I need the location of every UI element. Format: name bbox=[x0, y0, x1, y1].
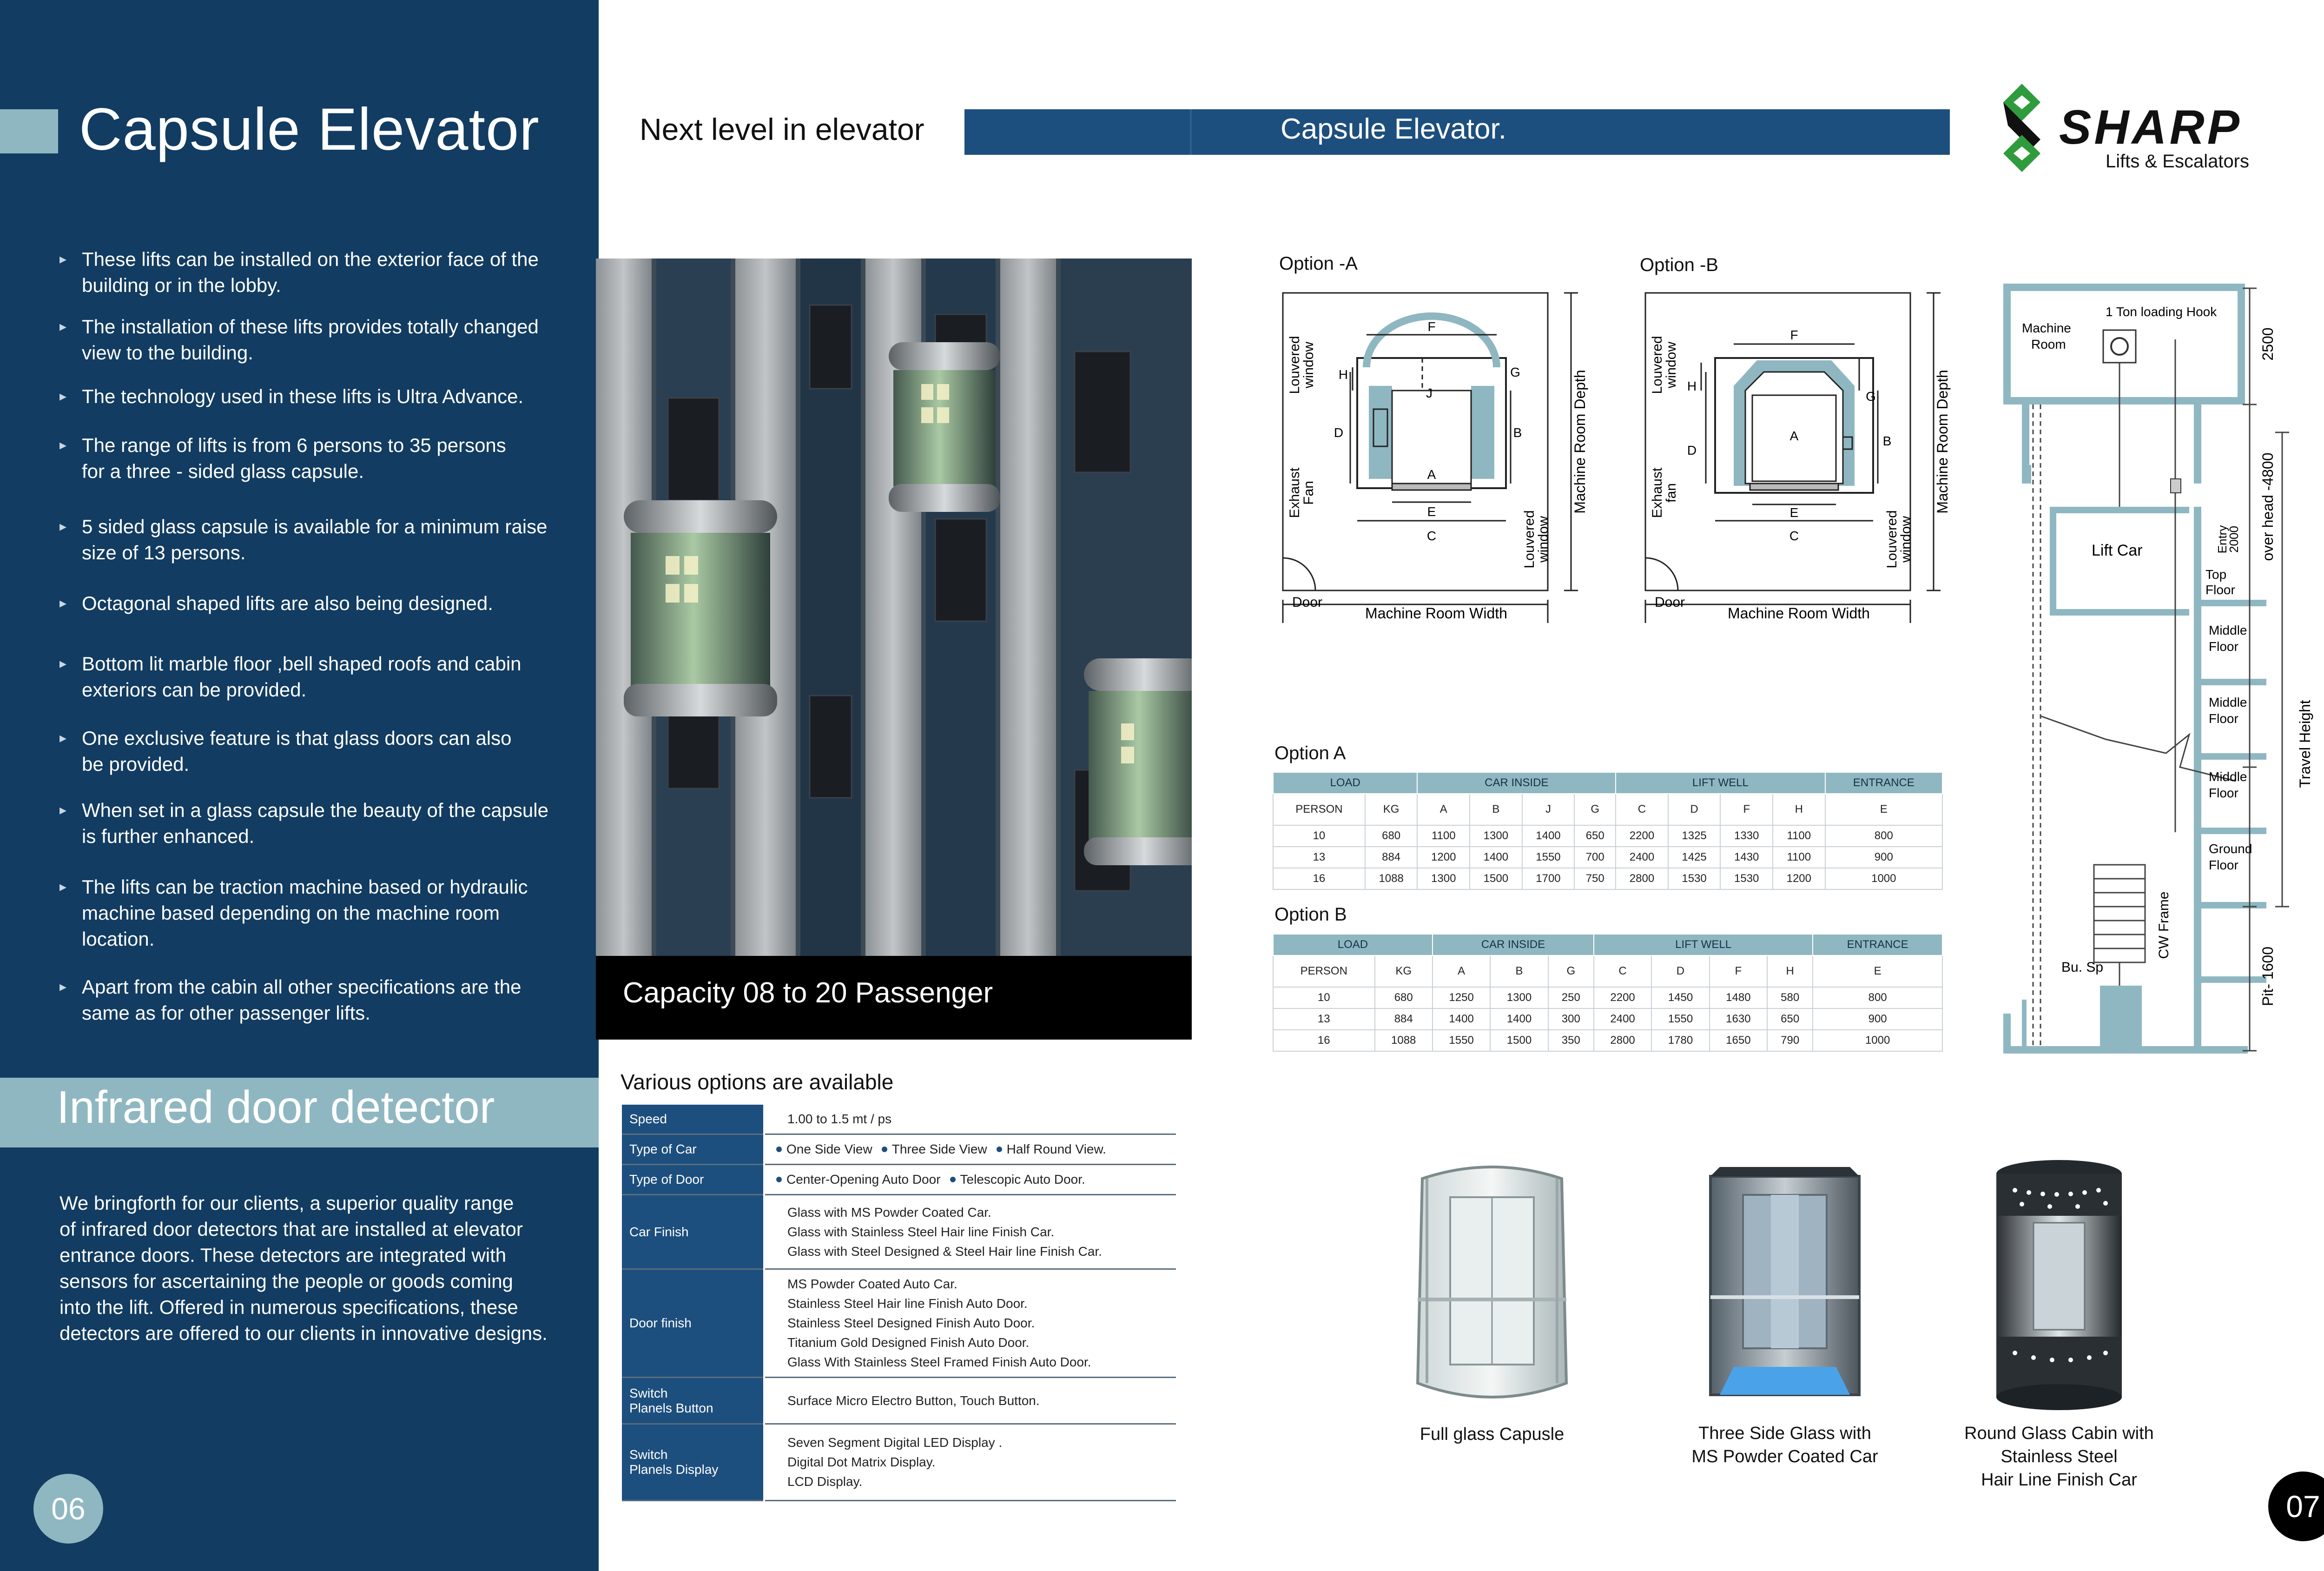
spec-cell: 1530 bbox=[1720, 868, 1773, 889]
logo-mark-icon bbox=[1994, 81, 2054, 174]
spec-cell: 800 bbox=[1825, 825, 1942, 847]
spec-group-header: CAR INSIDE bbox=[1417, 772, 1616, 794]
floor-label: Floor bbox=[2209, 639, 2238, 654]
spec-cell: 800 bbox=[1813, 987, 1942, 1008]
lift-car-label: Lift Car bbox=[2092, 542, 2143, 559]
door-label-b: Door bbox=[1655, 595, 1685, 610]
bullet-dot-icon bbox=[776, 1177, 782, 1182]
dim-letter: F bbox=[1790, 328, 1798, 342]
machine-room-label: Machine bbox=[2022, 321, 2071, 335]
spec-cell: 1450 bbox=[1651, 987, 1709, 1008]
header-bar-divider bbox=[1190, 109, 1192, 155]
dim-letter: D bbox=[1687, 443, 1697, 457]
bullet-arrow-icon: ▸ bbox=[59, 596, 67, 611]
spec-cell: 1250 bbox=[1433, 987, 1490, 1008]
spec-cell: 1550 bbox=[1651, 1008, 1709, 1030]
dim-2500: 2500 bbox=[2259, 327, 2276, 361]
dim-letter: E bbox=[1789, 505, 1799, 520]
spec-cell: 650 bbox=[1574, 825, 1616, 847]
dim-letter: H bbox=[1338, 367, 1348, 382]
spec-cell: 1200 bbox=[1417, 847, 1470, 868]
option-value: Seven Segment Digital LED Display . Digital Dot Matrix Display. LCD Display. bbox=[764, 1424, 1176, 1501]
floor-label: Middle bbox=[2209, 695, 2247, 709]
spec-column-header: E bbox=[1825, 794, 1942, 825]
spec-cell: 1100 bbox=[1773, 825, 1825, 847]
photo-caption: Capacity 08 to 20 Passenger bbox=[623, 977, 993, 1009]
cw-frame-label: CW Frame bbox=[2156, 891, 2172, 959]
spec-row bbox=[1273, 825, 1942, 847]
bullet-arrow-icon: ▸ bbox=[59, 437, 67, 453]
spec-cell: 1425 bbox=[1668, 847, 1721, 868]
feature-bullet-line: Octagonal shaped lifts are also being designed. bbox=[82, 592, 493, 614]
spec-column-header: D bbox=[1668, 794, 1721, 825]
floor-label: Floor bbox=[2209, 858, 2238, 872]
spec-cell: 1330 bbox=[1720, 825, 1773, 847]
spec-column-header: A bbox=[1433, 955, 1490, 987]
bullet-dot-icon bbox=[997, 1147, 1002, 1152]
spec-cell: 1500 bbox=[1470, 868, 1522, 889]
option-label: Speed bbox=[622, 1105, 764, 1134]
spec-column-header: H bbox=[1773, 794, 1825, 825]
spec-column-header: C bbox=[1594, 955, 1651, 987]
feature-bullet bbox=[59, 590, 571, 616]
title-accent-block bbox=[0, 109, 58, 153]
feature-bullet-line: When set in a glass capsule the beauty of the capsule bbox=[82, 799, 548, 821]
option-value: 1.00 to 1.5 mt / ps bbox=[764, 1105, 1176, 1134]
spec-cell: 1325 bbox=[1668, 825, 1721, 847]
spec-column-header: B bbox=[1470, 794, 1522, 825]
spec-cell: 1530 bbox=[1668, 868, 1721, 889]
dim-letter: A bbox=[1427, 467, 1436, 482]
louvered-label-b: Louvered bbox=[1650, 336, 1665, 394]
full-glass-capsule-image bbox=[1399, 1160, 1585, 1411]
machine-room-width-b: Machine Room Width bbox=[1728, 605, 1870, 622]
option-a-diagram-label: Option -A bbox=[1279, 253, 1358, 274]
spec-column-header: A bbox=[1417, 794, 1470, 825]
spec-cell: 2800 bbox=[1594, 1030, 1651, 1051]
spec-cell: 1500 bbox=[1490, 1030, 1548, 1051]
feature-bullet bbox=[59, 432, 571, 484]
spec-cell: 10 bbox=[1273, 825, 1365, 847]
option-label: Type of Door bbox=[622, 1165, 764, 1195]
louvered-label-a2: Louvered bbox=[1522, 510, 1537, 569]
infrared-line: We bringforth for our clients, a superior quality range bbox=[59, 1192, 514, 1214]
door-label-a: Door bbox=[1292, 595, 1323, 610]
feature-bullet-line: size of 13 persons. bbox=[82, 542, 246, 563]
machine-room-label: Room bbox=[2031, 337, 2066, 351]
bullet-dot-icon bbox=[882, 1147, 887, 1152]
feature-bullet-line: exteriors can be provided. bbox=[82, 679, 307, 701]
capsule-elevator-photo bbox=[596, 259, 1192, 956]
tagline: Next level in elevator bbox=[640, 112, 924, 146]
feature-bullet-line: same as for other passenger lifts. bbox=[82, 1002, 370, 1024]
feature-bullet bbox=[59, 725, 571, 777]
feature-bullet-line: building or in the lobby. bbox=[82, 274, 281, 296]
spec-column-header: KG bbox=[1365, 794, 1418, 825]
entry-label: 2000 bbox=[2227, 526, 2241, 553]
header-title: Capsule Elevator. bbox=[1281, 113, 1506, 145]
feature-bullet-line: is further enhanced. bbox=[82, 825, 255, 847]
options-table bbox=[622, 1105, 1176, 1501]
cabin-caption-round-glass: Round Glass Cabin with Stainless Steel Hair Line Finish Car bbox=[1964, 1424, 2154, 1490]
spec-column-header: G bbox=[1548, 955, 1594, 987]
option-a-layout-diagram bbox=[1274, 279, 1599, 628]
page-title: Capsule Elevator bbox=[79, 96, 540, 163]
option-b-diagram-label: Option -B bbox=[1640, 255, 1718, 275]
spec-cell: 2800 bbox=[1616, 868, 1668, 889]
spec-cell: 650 bbox=[1767, 1008, 1813, 1030]
spec-cell: 790 bbox=[1767, 1030, 1813, 1051]
spec-cell: 1088 bbox=[1375, 1030, 1433, 1051]
window-label-b2: window bbox=[1898, 516, 1914, 563]
bullet-dot-icon bbox=[776, 1147, 782, 1152]
spec-cell: 1100 bbox=[1417, 825, 1470, 847]
spec-cell: 1550 bbox=[1522, 847, 1575, 868]
feature-bullet-line: view to the building. bbox=[82, 342, 253, 364]
floor-label: Floor bbox=[2209, 711, 2238, 726]
option-row bbox=[622, 1105, 1176, 1134]
option-value: Glass with MS Powder Coated Car. Glass with Stainless Steel Hair line Finish Car. Glass with Steel Designed & Steel Hair line Finish Car. bbox=[764, 1195, 1176, 1269]
option-label: Switch Planels Button bbox=[622, 1378, 764, 1424]
floor-label: Floor bbox=[2209, 786, 2238, 800]
spec-column-header: F bbox=[1720, 794, 1773, 825]
spec-cell: 1000 bbox=[1825, 868, 1942, 889]
feature-bullet-line: location. bbox=[82, 928, 155, 950]
feature-bullet-line: Apart from the cabin all other specifications are the bbox=[82, 976, 522, 998]
spec-cell: 1780 bbox=[1651, 1030, 1709, 1051]
spec-cell: 1088 bbox=[1365, 868, 1418, 889]
bullet-arrow-icon: ▸ bbox=[59, 389, 67, 404]
spec-cell: 884 bbox=[1365, 847, 1418, 868]
spec-cell: 1550 bbox=[1433, 1030, 1490, 1051]
bullet-arrow-icon: ▸ bbox=[59, 879, 67, 895]
hook-icon bbox=[2171, 479, 2181, 493]
option-row bbox=[622, 1378, 1176, 1424]
spec-cell: 1400 bbox=[1490, 1008, 1548, 1030]
spec-cell: 300 bbox=[1548, 1008, 1594, 1030]
spec-column-header: J bbox=[1522, 794, 1575, 825]
spec-cell: 16 bbox=[1273, 1030, 1375, 1051]
dim-letter: A bbox=[1789, 429, 1799, 443]
spec-cell: 900 bbox=[1813, 1008, 1942, 1030]
bullet-arrow-icon: ▸ bbox=[59, 730, 67, 746]
infrared-line: detectors are offered to our clients in innovative designs. bbox=[59, 1322, 548, 1344]
spec-cell: 1480 bbox=[1710, 987, 1767, 1008]
spec-a-title: Option A bbox=[1274, 743, 1346, 763]
dim-letter: B bbox=[1882, 434, 1892, 448]
feature-bullet bbox=[59, 314, 571, 366]
exhaust-label-a: Exhaust bbox=[1287, 467, 1302, 518]
spec-row bbox=[1273, 1030, 1942, 1051]
spec-group-header: ENTRANCE bbox=[1813, 934, 1942, 955]
feature-bullet-line: One exclusive feature is that glass doors can also bbox=[82, 727, 512, 749]
feature-bullet bbox=[59, 797, 571, 849]
spec-cell: 680 bbox=[1365, 825, 1418, 847]
dim-letter: E bbox=[1427, 504, 1436, 519]
spec-cell: 1630 bbox=[1710, 1008, 1767, 1030]
dim-letter: G bbox=[1510, 365, 1520, 379]
floor-label: Top bbox=[2205, 567, 2227, 582]
option-row bbox=[622, 1424, 1176, 1501]
fan-label-b: fan bbox=[1664, 483, 1679, 503]
option-label: Type of Car bbox=[622, 1134, 764, 1165]
bullet-dot-icon bbox=[950, 1177, 956, 1182]
spec-cell: 1400 bbox=[1522, 825, 1575, 847]
spec-cell: 680 bbox=[1375, 987, 1433, 1008]
louvered-label-a: Louvered bbox=[1287, 336, 1302, 394]
spec-cell: 900 bbox=[1825, 847, 1942, 868]
machine-icon bbox=[2103, 330, 2136, 363]
option-row bbox=[622, 1134, 1176, 1165]
feature-bullet-line: be provided. bbox=[82, 753, 190, 775]
infrared-line: of infrared door detectors that are installed at elevator bbox=[59, 1218, 523, 1240]
spec-row bbox=[1273, 868, 1942, 889]
floor-label: Middle bbox=[2209, 769, 2247, 784]
option-label: Car Finish bbox=[622, 1195, 764, 1269]
spec-column-header: G bbox=[1574, 794, 1616, 825]
spec-cell: 580 bbox=[1767, 987, 1813, 1008]
dim-letter: F bbox=[1427, 319, 1436, 334]
floor-label: Floor bbox=[2205, 583, 2235, 597]
spec-column-header: B bbox=[1490, 955, 1548, 987]
spec-column-header: F bbox=[1710, 955, 1767, 987]
elevator-section-diagram bbox=[1994, 274, 2324, 1079]
spec-cell: 750 bbox=[1574, 868, 1616, 889]
page-number-right: 07 bbox=[2268, 1472, 2324, 1541]
feature-bullet-line: The range of lifts is from 6 persons to 35 persons bbox=[82, 434, 506, 456]
elevator-shaft-illustration bbox=[596, 259, 1192, 956]
machine-room-depth-a: Machine Room Depth bbox=[1571, 370, 1588, 514]
window-label-a2: window bbox=[1536, 516, 1551, 563]
pit-label: Pit- 1600 bbox=[2259, 946, 2276, 1007]
spec-group-header: LOAD bbox=[1273, 934, 1433, 955]
spec-cell: 1000 bbox=[1813, 1030, 1942, 1051]
dim-letter: G bbox=[1866, 389, 1876, 404]
spec-cell: 350 bbox=[1548, 1030, 1594, 1051]
exhaust-label-b: Exhaust bbox=[1650, 467, 1665, 518]
entry-label: Entry bbox=[2215, 525, 2229, 554]
infrared-line: sensors for ascertaining the people or goods coming bbox=[59, 1270, 513, 1292]
spec-cell: 1400 bbox=[1433, 1008, 1490, 1030]
spec-column-header: C bbox=[1616, 794, 1668, 825]
feature-bullet-line: These lifts can be installed on the exterior face of the bbox=[82, 248, 539, 270]
spec-cell: 1700 bbox=[1522, 868, 1575, 889]
machine-room-depth-b: Machine Room Depth bbox=[1934, 370, 1951, 514]
feature-bullet-line: machine based depending on the machine room bbox=[82, 902, 500, 924]
spec-cell: 1200 bbox=[1773, 868, 1825, 889]
infrared-line: into the lift. Offered in numerous specifications, these bbox=[59, 1296, 518, 1318]
travel-height-label: Travel Height bbox=[2297, 700, 2313, 788]
spec-cell: 884 bbox=[1375, 1008, 1433, 1030]
feature-bullet bbox=[59, 384, 571, 410]
spec-group-header: ENTRANCE bbox=[1825, 772, 1942, 794]
spec-cell: 2200 bbox=[1616, 825, 1668, 847]
spec-cell: 2200 bbox=[1594, 987, 1651, 1008]
spec-group-header: LOAD bbox=[1273, 772, 1417, 794]
logo-wordmark: SHARP bbox=[2059, 100, 2243, 154]
feature-bullet-line: for a three - sided glass capsule. bbox=[82, 460, 364, 482]
spec-group-header: LIFT WELL bbox=[1616, 772, 1825, 794]
spec-cell: 700 bbox=[1574, 847, 1616, 868]
spec-cell: 250 bbox=[1548, 987, 1594, 1008]
overhead-label: over head -4800 bbox=[2259, 452, 2276, 561]
buffer-label: Bu. Sp bbox=[2061, 960, 2104, 975]
feature-bullet bbox=[59, 974, 571, 1026]
feature-bullet-line: Bottom lit marble floor ,bell shaped roofs and cabin bbox=[82, 653, 522, 675]
spec-row bbox=[1273, 987, 1942, 1008]
bullet-arrow-icon: ▸ bbox=[59, 656, 67, 671]
dim-letter: D bbox=[1334, 425, 1344, 440]
floor-label: Middle bbox=[2209, 623, 2247, 637]
spec-cell: 16 bbox=[1273, 868, 1365, 889]
bullet-arrow-icon: ▸ bbox=[59, 319, 67, 334]
feature-bullet bbox=[59, 874, 571, 952]
dim-letter: C bbox=[1426, 529, 1437, 543]
feature-bullet-line: 5 sided glass capsule is available for a minimum raise bbox=[82, 516, 548, 537]
dim-letter: B bbox=[1513, 425, 1522, 440]
spec-group-header: LIFT WELL bbox=[1594, 934, 1813, 955]
feature-bullet bbox=[59, 514, 571, 566]
option-label: Switch Planels Display bbox=[622, 1424, 764, 1501]
spec-cell: 1300 bbox=[1490, 987, 1548, 1008]
spec-row bbox=[1273, 1008, 1942, 1030]
page-number-left: 06 bbox=[33, 1474, 103, 1544]
floor-label: Ground bbox=[2209, 842, 2252, 856]
logo-subtitle: Lifts & Escalators bbox=[2106, 151, 2250, 172]
spec-table-option-b bbox=[1273, 934, 1943, 1052]
infrared-line: entrance doors. These detectors are integrated with bbox=[59, 1244, 507, 1266]
louvered-label-b2: Louvered bbox=[1884, 510, 1900, 569]
spec-column-header: E bbox=[1813, 955, 1942, 987]
machine-room-width-a: Machine Room Width bbox=[1365, 605, 1507, 622]
spec-cell: 1400 bbox=[1470, 847, 1522, 868]
feature-bullet-line: The lifts can be traction machine based or hydraulic bbox=[82, 876, 528, 898]
feature-bullet bbox=[59, 246, 571, 298]
feature-bullet bbox=[59, 651, 571, 703]
bullet-arrow-icon: ▸ bbox=[59, 519, 67, 534]
spec-column-header: H bbox=[1767, 955, 1813, 987]
cabin-caption-full-glass: Full glass Capusle bbox=[1419, 1425, 1565, 1444]
spec-cell: 1300 bbox=[1470, 825, 1522, 847]
spec-b-title: Option B bbox=[1274, 904, 1347, 925]
spec-column-header: PERSON bbox=[1273, 955, 1375, 987]
spec-table-option-a bbox=[1273, 772, 1943, 890]
option-b-layout-diagram bbox=[1636, 279, 1961, 628]
option-label: Door finish bbox=[622, 1269, 764, 1378]
bullet-arrow-icon: ▸ bbox=[59, 802, 67, 818]
option-row bbox=[622, 1165, 1176, 1195]
dim-letter: J bbox=[1426, 386, 1433, 400]
options-title: Various options are available bbox=[621, 1070, 894, 1094]
option-value: One Side View Three Side View Half Round View. bbox=[764, 1134, 1176, 1165]
three-side-glass-cabin-image bbox=[1701, 1158, 1868, 1409]
option-value: MS Powder Coated Auto Car. Stainless Steel Hair line Finish Auto Door. Stainless Steel Designed Finish Auto Door. Titanium Gold Designed Finish Auto Door. Glass With Stainless Steel Framed Finish Auto Door. bbox=[764, 1269, 1176, 1378]
bullet-arrow-icon: ▸ bbox=[59, 979, 67, 994]
spec-column-header: PERSON bbox=[1273, 794, 1365, 825]
spec-cell: 13 bbox=[1273, 847, 1365, 868]
bullet-arrow-icon: ▸ bbox=[59, 252, 67, 267]
window-label-a: window bbox=[1301, 341, 1316, 389]
spec-cell: 1430 bbox=[1720, 847, 1773, 868]
fan-label-a: Fan bbox=[1301, 481, 1316, 505]
spec-row bbox=[1273, 847, 1942, 868]
option-value: Surface Micro Electro Button, Touch Button. bbox=[764, 1378, 1176, 1424]
spec-cell: 1650 bbox=[1710, 1030, 1767, 1051]
dim-letter: C bbox=[1789, 529, 1799, 543]
spec-cell: 1300 bbox=[1417, 868, 1470, 889]
option-row bbox=[622, 1195, 1176, 1269]
hook-label: 1 Ton loading Hook bbox=[2106, 305, 2217, 319]
infrared-description bbox=[59, 1190, 580, 1346]
spec-group-header: CAR INSIDE bbox=[1433, 934, 1594, 955]
spec-cell: 10 bbox=[1273, 987, 1375, 1008]
cabin-caption-three-side: Three Side Glass with MS Powder Coated Car bbox=[1691, 1424, 1878, 1466]
spec-cell: 13 bbox=[1273, 1008, 1375, 1030]
infrared-title: Infrared door detector bbox=[57, 1081, 495, 1133]
round-glass-cabin-image bbox=[1982, 1153, 2136, 1413]
spec-cell: 1100 bbox=[1773, 847, 1825, 868]
option-value: Center-Opening Auto Door Telescopic Auto Door. bbox=[764, 1165, 1176, 1195]
feature-bullet-line: The installation of these lifts provides totally changed bbox=[82, 316, 539, 338]
spec-column-header: KG bbox=[1375, 955, 1433, 987]
spec-cell: 2400 bbox=[1616, 847, 1668, 868]
spec-column-header: D bbox=[1651, 955, 1709, 987]
dim-letter: H bbox=[1687, 379, 1697, 393]
option-row bbox=[622, 1269, 1176, 1378]
window-label-b: window bbox=[1664, 341, 1679, 389]
spec-cell: 2400 bbox=[1594, 1008, 1651, 1030]
feature-bullet-line: The technology used in these lifts is Ultra Advance. bbox=[82, 385, 524, 407]
